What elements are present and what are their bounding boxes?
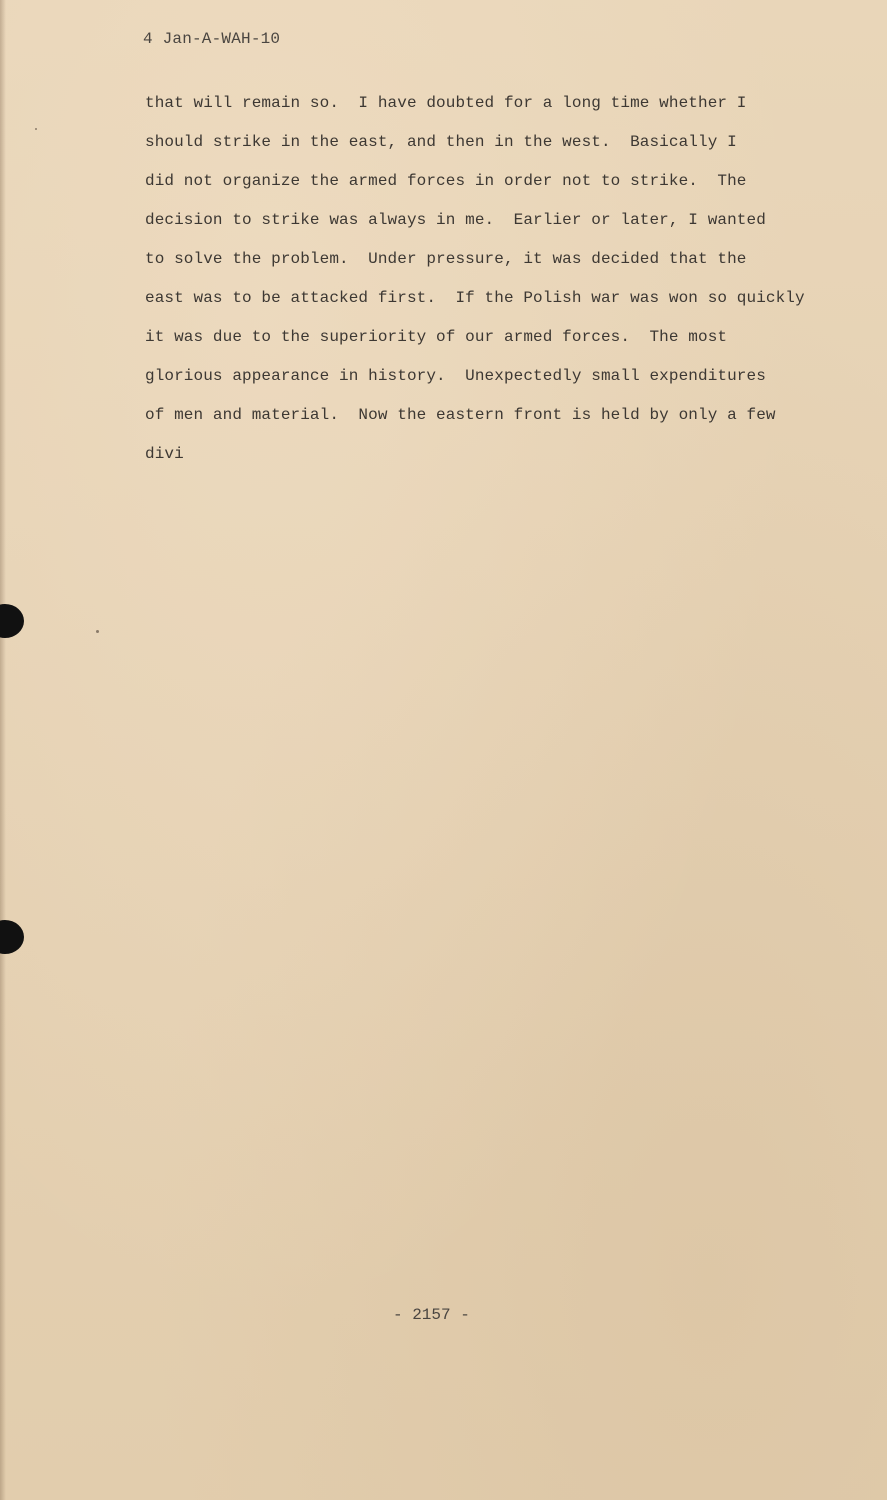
text-line: did not organize the armed forces in order not to strike. The xyxy=(145,172,747,190)
text-line: it was due to the superiority of our armed forces. The most xyxy=(145,328,728,346)
document-body xyxy=(145,84,845,474)
text-line: glorious appearance in history. Unexpectedly small expenditures xyxy=(145,367,766,385)
page-edge-shadow xyxy=(0,0,6,1500)
text-line: east was to be attacked first. If the Polish war was won so quickly xyxy=(145,289,805,307)
text-line: that will remain so. I have doubted for a long time whether I xyxy=(145,94,747,112)
paper-speck xyxy=(35,128,37,130)
text-line: to solve the problem. Under pressure, it was decided that the xyxy=(145,250,747,268)
document-header: 4 Jan-A-WAH-10 xyxy=(143,30,281,48)
page-number: - 2157 - xyxy=(393,1306,470,1324)
paper-speck xyxy=(96,630,99,633)
text-line: should strike in the east, and then in the west. Basically I xyxy=(145,133,737,151)
text-line: divi xyxy=(145,445,184,463)
punch-hole-bottom xyxy=(0,920,24,954)
punch-hole-top xyxy=(0,604,24,638)
text-line: of men and material. Now the eastern front is held by only a few xyxy=(145,406,776,424)
text-line: decision to strike was always in me. Earlier or later, I wanted xyxy=(145,211,766,229)
